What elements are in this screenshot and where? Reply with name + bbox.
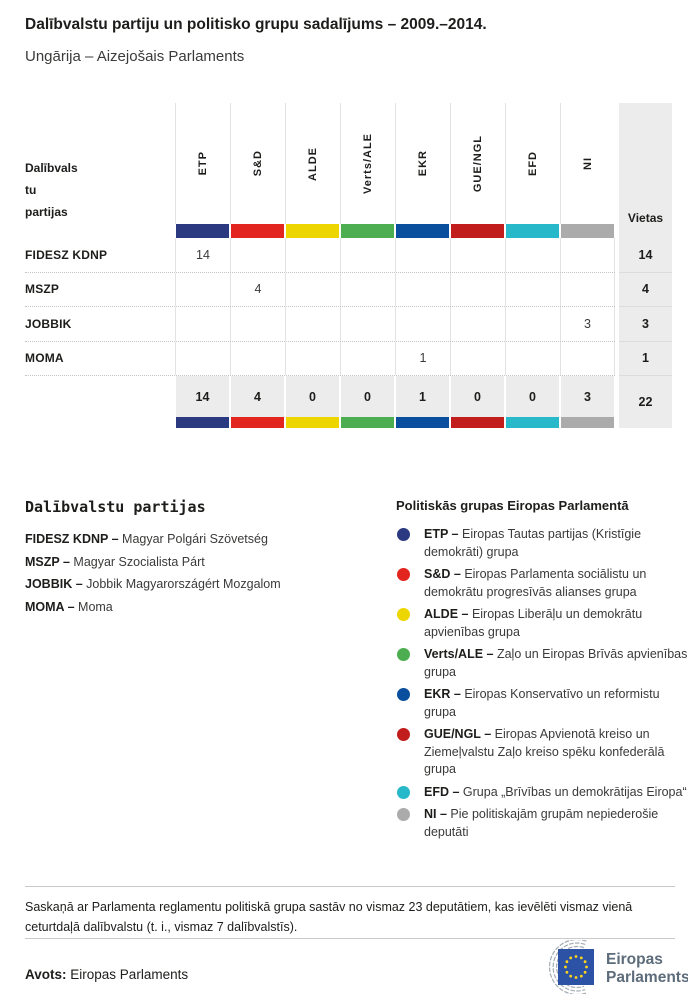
group-code: GUE/NGL – xyxy=(424,727,492,741)
value-cell: 4 xyxy=(230,273,285,307)
group-description: EKR – Eiropas Konservatīvo un reformistu grupa xyxy=(424,687,660,719)
total-cell xyxy=(175,376,230,428)
party-label: JOBBIK xyxy=(25,316,72,331)
seats-cell: 3 xyxy=(619,307,672,342)
table-row xyxy=(25,307,672,342)
corner-label-line: partijas xyxy=(25,205,68,219)
group-color-bar xyxy=(231,224,284,238)
column-header-sd xyxy=(230,103,285,238)
group-legend-item xyxy=(396,686,688,721)
total-value: 3 xyxy=(561,376,614,417)
party-legend-item xyxy=(25,551,365,574)
value-cell xyxy=(505,342,560,376)
value-cell xyxy=(340,342,395,376)
group-legend-item xyxy=(396,606,688,641)
party-legend-item xyxy=(25,596,365,619)
totals-row xyxy=(25,376,672,428)
party-code: MSZP – xyxy=(25,554,70,569)
value-cell xyxy=(560,342,615,376)
value-cell xyxy=(340,307,395,341)
party-code: MOMA – xyxy=(25,599,75,614)
value-cell xyxy=(285,238,340,272)
value-cell xyxy=(230,238,285,272)
column-header-label: EFD xyxy=(527,151,539,176)
value-cell xyxy=(395,238,450,272)
group-color-bar xyxy=(506,224,559,238)
column-header-label: ETP xyxy=(197,151,209,176)
value-cell xyxy=(340,273,395,307)
party-name: Magyar Szocialista Párt xyxy=(73,554,205,569)
group-color-bar xyxy=(231,417,284,428)
value-cell xyxy=(340,238,395,272)
column-header-verts-ale xyxy=(340,103,395,238)
group-code: NI – xyxy=(424,807,447,821)
value-cell xyxy=(285,273,340,307)
party-name: Magyar Polgári Szövetség xyxy=(122,532,268,546)
value-cell xyxy=(175,307,230,341)
group-color-bar xyxy=(396,417,449,428)
page-title: Dalībvalstu partiju un politisko grupu sadalījums – 2009.–2014. xyxy=(25,16,487,33)
column-header-ni xyxy=(560,103,615,238)
group-description: GUE/NGL – Eiropas Apvienotā kreiso un Ziemeļvalstu Zaļo kreiso spēku konfederālā grupa xyxy=(424,727,665,776)
group-code: ETP – xyxy=(424,527,459,541)
value-cell xyxy=(505,238,560,272)
group-code: EFD – xyxy=(424,784,460,799)
column-header-gue-ngl xyxy=(450,103,505,238)
value-cell xyxy=(450,342,505,376)
group-description: S&D – Eiropas Parlamenta sociālistu un demokrātu progresīvās alianses grupa xyxy=(424,567,647,599)
seats-cell: 14 xyxy=(619,238,672,273)
group-description: EFD – Grupa „Brīvības un demokrātijas Eiropa“ xyxy=(424,784,687,799)
party-legend-heading: Dalībvalstu partijas xyxy=(25,498,206,516)
page-subtitle: Ungārija – Aizejošais Parlaments xyxy=(25,48,245,65)
group-color-dot xyxy=(397,728,410,741)
total-value: 4 xyxy=(231,376,284,417)
party-legend-item xyxy=(25,573,365,596)
column-header-etp xyxy=(175,103,230,238)
group-color-bar xyxy=(286,417,339,428)
total-value: 0 xyxy=(341,376,394,417)
total-value: 0 xyxy=(286,376,339,417)
group-description: NI – Pie politiskajām grupām nepiederošie deputāti xyxy=(424,807,659,839)
group-legend-item xyxy=(396,726,688,779)
column-header-efd xyxy=(505,103,560,238)
total-cell xyxy=(505,376,560,428)
column-header-label: GUE/NGL xyxy=(472,134,484,193)
group-color-bar xyxy=(506,417,559,428)
column-header-label: Verts/ALE xyxy=(362,133,374,194)
group-color-dot xyxy=(397,568,410,581)
column-header-ekr xyxy=(395,103,450,238)
group-code: ALDE – xyxy=(424,607,469,621)
value-cell xyxy=(175,273,230,307)
party-label: FIDESZ KDNP xyxy=(25,247,108,262)
totals-row-spacer xyxy=(25,376,175,428)
party-legend-item xyxy=(25,528,365,551)
seats-header-label: Vietas xyxy=(627,211,664,225)
group-legend-item xyxy=(396,566,688,601)
total-value: 14 xyxy=(176,376,229,417)
total-cell xyxy=(395,376,450,428)
value-cell xyxy=(175,342,230,376)
group-color-dot xyxy=(397,808,410,821)
separator-line xyxy=(25,886,675,887)
group-code: EKR – xyxy=(424,687,461,701)
value-cell xyxy=(560,238,615,272)
group-code: S&D – xyxy=(424,567,461,581)
total-cell xyxy=(285,376,340,428)
table-row xyxy=(25,238,672,273)
value-cell: 14 xyxy=(175,238,230,272)
group-color-bar xyxy=(176,417,229,428)
group-color-dot xyxy=(397,648,410,661)
source-line xyxy=(25,967,188,982)
value-cell xyxy=(450,238,505,272)
total-cell xyxy=(340,376,395,428)
group-legend-item xyxy=(396,784,688,802)
group-legend-item xyxy=(396,806,688,841)
group-color-bar xyxy=(451,417,504,428)
source-label: Avots: xyxy=(25,967,67,982)
column-header-alde xyxy=(285,103,340,238)
value-cell xyxy=(395,273,450,307)
party-legend xyxy=(25,498,365,618)
table-header-row xyxy=(25,103,672,238)
total-value: 1 xyxy=(396,376,449,417)
corner-label-line: Dalībvals xyxy=(25,161,78,175)
group-legend-item xyxy=(396,526,688,561)
group-description: ETP – Eiropas Tautas partijas (Kristīgie demokrāti) grupa xyxy=(424,527,642,559)
group-color-bar xyxy=(341,224,394,238)
ep-logo-line1: Eiropas xyxy=(606,951,663,968)
party-code: FIDESZ KDNP – xyxy=(25,532,119,546)
source-value: Eiropas Parlaments xyxy=(70,967,189,982)
group-legend-heading: Politiskās grupas Eiropas Parlamentā xyxy=(396,498,629,513)
total-cell xyxy=(450,376,505,428)
seats-total-cell: 22 xyxy=(619,376,672,428)
distribution-table xyxy=(25,103,672,428)
ep-logo-text xyxy=(606,951,688,986)
total-value: 0 xyxy=(506,376,559,417)
group-color-bar xyxy=(341,417,394,428)
party-label: MOMA xyxy=(25,351,64,366)
footnote: Saskaņā ar Parlamenta reglamentu politiskā grupa sastāv no vismaz 23 deputātiem, kas ievēlēti vismaz vienā ceturtdaļā dalībvalstu (t. i., vismaz 7 dalībvalstīs). xyxy=(25,900,633,934)
total-cell xyxy=(560,376,615,428)
group-color-bar xyxy=(176,224,229,238)
group-color-bar xyxy=(451,224,504,238)
table-row xyxy=(25,342,672,377)
group-description: ALDE – Eiropas Liberāļu un demokrātu apvienības grupa xyxy=(424,607,643,639)
party-name: Jobbik Magyarországért Mozgalom xyxy=(86,577,281,591)
value-cell xyxy=(285,307,340,341)
group-color-dot xyxy=(397,528,410,541)
group-description: Verts/ALE – Zaļo un Eiropas Brīvās apvienības grupa xyxy=(424,647,688,679)
group-color-dot xyxy=(397,786,410,799)
table-row xyxy=(25,273,672,308)
separator-line xyxy=(25,938,675,939)
column-header-label: S&D xyxy=(252,150,264,177)
column-header-label: EKR xyxy=(417,150,429,177)
group-color-bar xyxy=(561,224,614,238)
value-cell xyxy=(560,273,615,307)
group-color-dot xyxy=(397,608,410,621)
corner-label xyxy=(25,103,175,238)
group-color-bar xyxy=(396,224,449,238)
group-legend xyxy=(396,498,688,846)
value-cell xyxy=(285,342,340,376)
value-cell xyxy=(505,307,560,341)
seats-cell: 4 xyxy=(619,273,672,308)
ep-logo-line2: Parlaments xyxy=(606,969,688,986)
ep-logo xyxy=(520,940,688,999)
party-code: JOBBIK – xyxy=(25,577,83,591)
seats-cell: 1 xyxy=(619,342,672,377)
value-cell xyxy=(230,307,285,341)
corner-label-line: tu xyxy=(25,183,37,197)
ep-logo-graphic xyxy=(520,940,688,994)
column-header-label: ALDE xyxy=(307,146,319,181)
value-cell xyxy=(450,273,505,307)
group-legend-item xyxy=(396,646,688,681)
column-header-label: NI xyxy=(582,157,594,170)
value-cell: 1 xyxy=(395,342,450,376)
value-cell xyxy=(505,273,560,307)
column-header-seats xyxy=(619,103,672,238)
value-cell xyxy=(450,307,505,341)
group-color-dot xyxy=(397,688,410,701)
eu-flag-icon xyxy=(558,949,594,985)
party-label: MSZP xyxy=(25,282,60,297)
group-color-bar xyxy=(561,417,614,428)
group-code: Verts/ALE – xyxy=(424,647,494,661)
value-cell xyxy=(230,342,285,376)
total-value: 0 xyxy=(451,376,504,417)
value-cell xyxy=(395,307,450,341)
total-cell xyxy=(230,376,285,428)
party-name: Moma xyxy=(78,599,113,614)
group-color-bar xyxy=(286,224,339,238)
value-cell: 3 xyxy=(560,307,615,341)
